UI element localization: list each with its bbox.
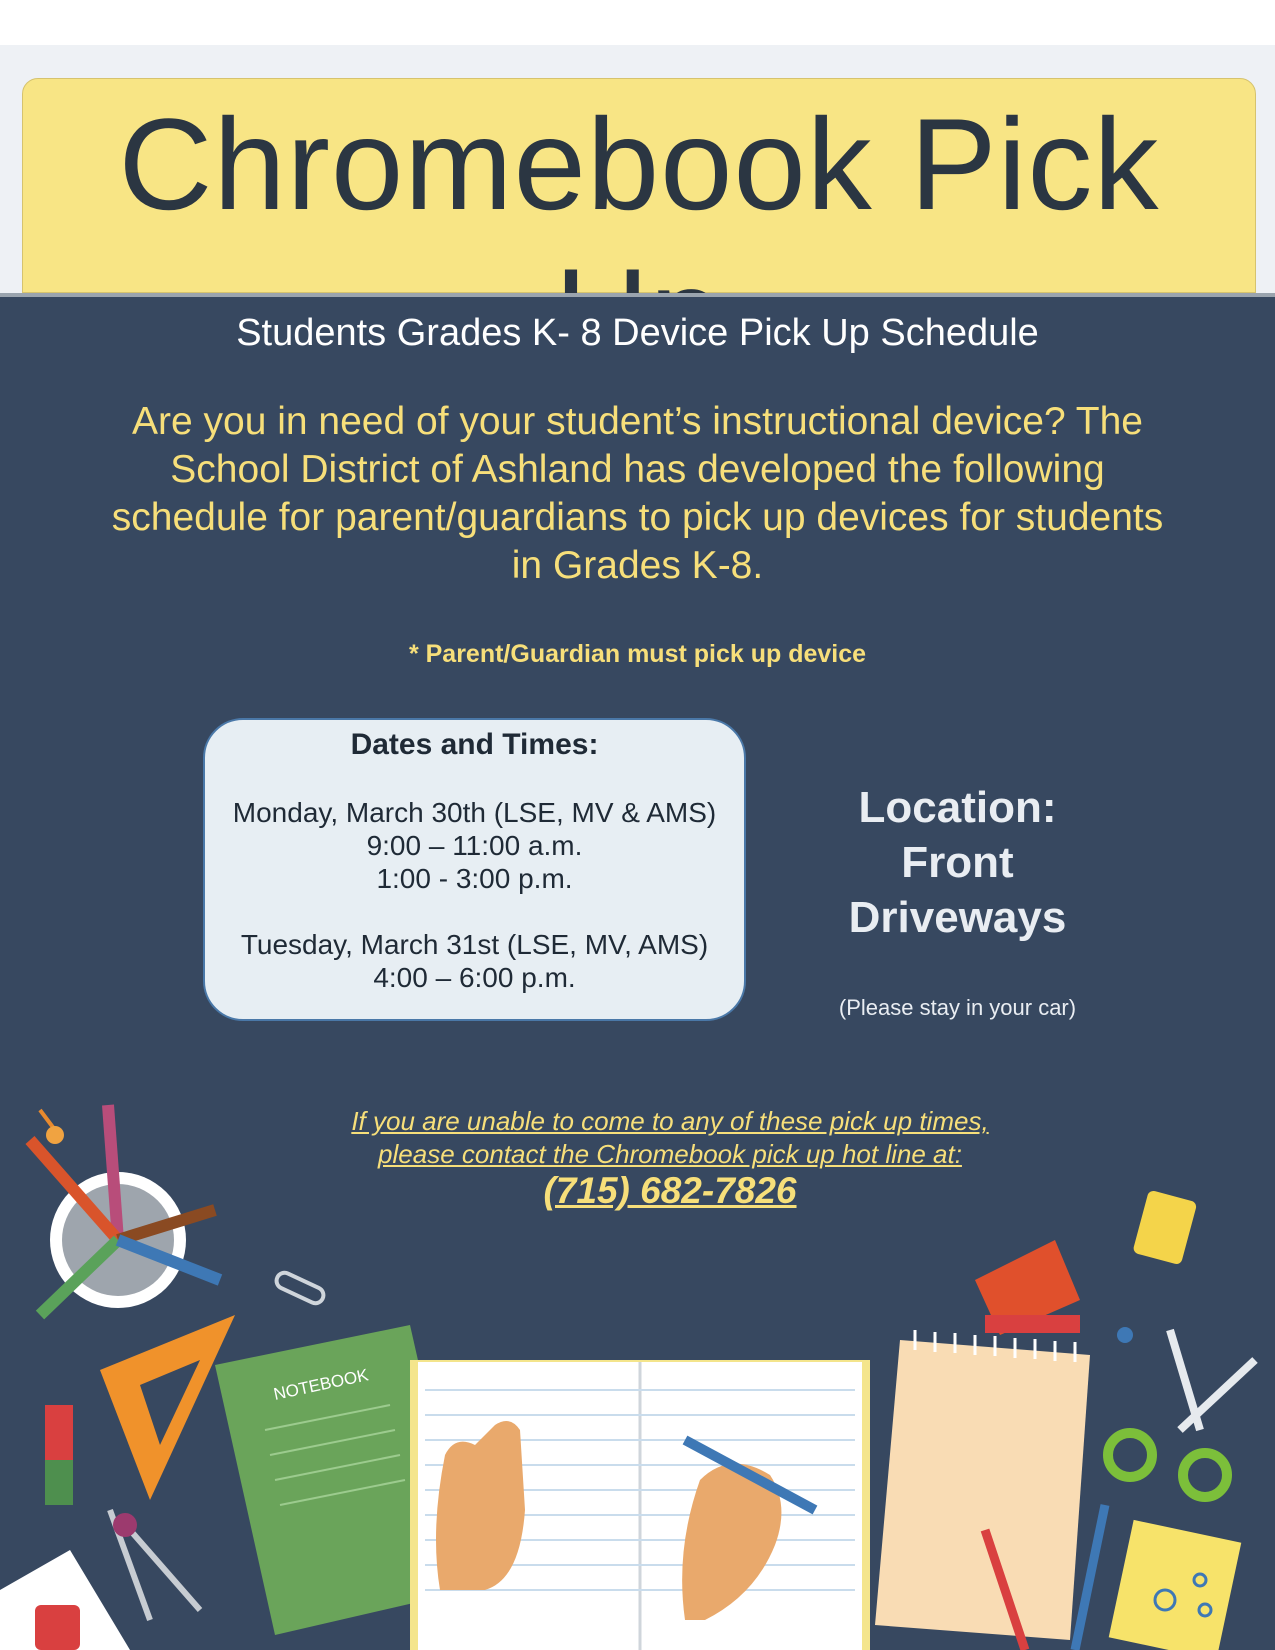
pushpin-icon [40,1110,64,1144]
day1-label: Monday, March 30th (LSE, MV & AMS) [232,797,717,828]
notepad-icon [875,1330,1090,1640]
triangle-ruler-icon [100,1315,235,1500]
scissors-icon [1108,1330,1255,1497]
open-book-icon [410,1360,870,1650]
stapler-icon [975,1240,1080,1335]
contact-line2: please contact the Chromebook pick up hot line at: [378,1139,962,1169]
dates-times-title: Dates and Times: [350,728,599,761]
compass-icon [110,1510,200,1620]
day1-time2: 1:00 - 3:00 p.m. [376,863,573,894]
intro-line: School District of Ashland has developed the following [170,448,1105,491]
stay-in-car-note: (Please stay in your car) [838,995,1077,1020]
dates-times-box [203,718,746,1021]
intro-line: in Grades K-8. [511,544,764,587]
location-block [800,780,1115,945]
paperclip-icon [274,1270,326,1306]
location-line2: Driveways [848,893,1067,942]
location-line1: Front [901,838,1014,887]
day1-time1: 9:00 – 11:00 a.m. [366,830,583,861]
intro-line: Are you in need of your student’s instructional device? The [131,400,1143,443]
tag-icon [1132,1190,1197,1266]
day2-time1: 4:00 – 6:00 p.m. [373,962,576,993]
blue-pin-icon [1117,1327,1133,1343]
notebook-label: NOTEBOOK [271,1365,371,1404]
schedule-subtitle: Students Grades K- 8 Device Pick Up Schedule [236,312,1039,354]
sticky-note-icon [1109,1520,1242,1650]
guardian-note: * Parent/Guardian must pick up device [408,640,867,668]
title-banner [22,78,1256,293]
page-title: Chromebook Pick [118,91,1160,237]
contact-line1: If you are unable to come to any of these pick up times, [351,1106,989,1136]
hotline-phone-link[interactable]: (715) 682-7826 [543,1170,797,1211]
sharpener-icon [35,1605,80,1650]
day2-label: Tuesday, March 31st (LSE, MV, AMS) [240,929,709,960]
school-supplies-illustration [0,1090,1275,1650]
intro-paragraph [70,398,1205,590]
eraser-icon [45,1405,73,1505]
intro-line: schedule for parent/guardians to pick up devices for students [111,496,1164,539]
location-label: Location: [858,783,1057,832]
